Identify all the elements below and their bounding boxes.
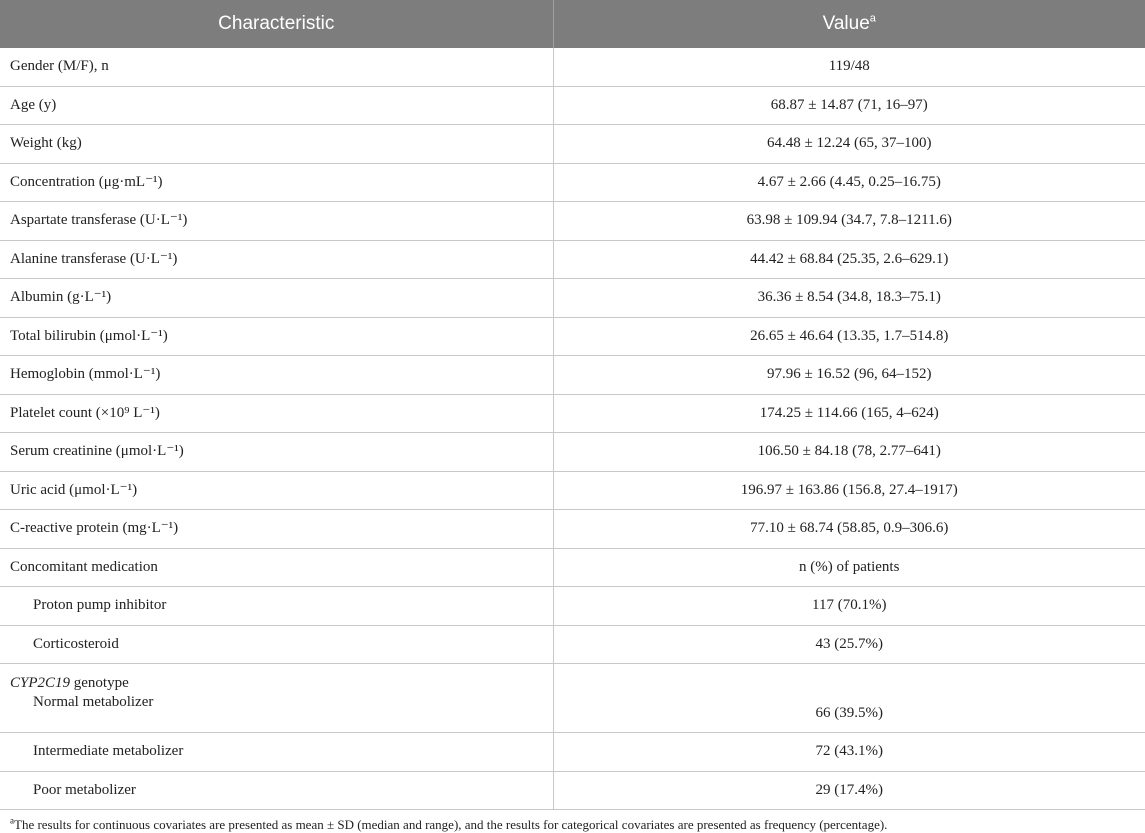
row-label: Gender (M/F), n xyxy=(0,48,553,86)
table-row xyxy=(0,125,1145,164)
table-row xyxy=(0,625,1145,664)
table-header-row xyxy=(0,0,1145,48)
row-value: 66 (39.5%) xyxy=(553,664,1145,733)
row-label xyxy=(0,664,553,733)
column-header-value: Value$^a$ xyxy=(553,0,1145,48)
table-row xyxy=(0,86,1145,125)
row-label: Aspartate transferase (U·L⁻¹) xyxy=(0,202,553,241)
row-label: Total bilirubin (μmol·L⁻¹) xyxy=(0,317,553,356)
table-row xyxy=(0,510,1145,549)
table-row xyxy=(0,279,1145,318)
row-value: 72 (43.1%) xyxy=(553,733,1145,772)
row-value: 44.42 ± 68.84 (25.35, 2.6–629.1) xyxy=(553,240,1145,279)
table-row xyxy=(0,471,1145,510)
row-value: 29 (17.4%) xyxy=(553,771,1145,810)
table-row xyxy=(0,394,1145,433)
table-row xyxy=(0,202,1145,241)
row-value: 119/48 xyxy=(553,48,1145,86)
row-value: 174.25 ± 114.66 (165, 4–624) xyxy=(553,394,1145,433)
row-value: 196.97 ± 163.86 (156.8, 27.4–1917) xyxy=(553,471,1145,510)
row-value: 97.96 ± 16.52 (96, 64–152) xyxy=(553,356,1145,395)
row-label: Age (y) xyxy=(0,86,553,125)
table-row xyxy=(0,356,1145,395)
table-row xyxy=(0,48,1145,86)
row-value: 117 (70.1%) xyxy=(553,587,1145,626)
table-footnote xyxy=(0,810,1145,833)
row-label: Albumin (g·L⁻¹) xyxy=(0,279,553,318)
row-label: Concentration (μg·mL⁻¹) xyxy=(0,163,553,202)
table-row xyxy=(0,587,1145,626)
row-value: 64.48 ± 12.24 (65, 37–100) xyxy=(553,125,1145,164)
row-label: C-reactive protein (mg·L⁻¹) xyxy=(0,510,553,549)
row-label: Concomitant medication xyxy=(0,548,553,587)
table-row xyxy=(0,733,1145,772)
gene-name: CYP2C19 xyxy=(10,675,71,691)
row-label: Serum creatinine (μmol·L⁻¹) xyxy=(0,433,553,472)
row-value: 106.50 ± 84.18 (78, 2.77–641) xyxy=(553,433,1145,472)
footnote-text: The results for continuous covariates are presented as mean ± SD (median and range), and the results for categorical covariates are presented as frequency (percentage). xyxy=(14,817,888,832)
row-value: 43 (25.7%) xyxy=(553,625,1145,664)
row-value: 4.67 ± 2.66 (4.45, 0.25–16.75) xyxy=(553,163,1145,202)
row-label: Hemoglobin (mmol·L⁻¹) xyxy=(0,356,553,395)
row-label: Platelet count (×10⁹ L⁻¹) xyxy=(0,394,553,433)
table-row xyxy=(0,771,1145,810)
table-row xyxy=(0,163,1145,202)
footnote-marker: a xyxy=(10,815,14,826)
footnote-marker: a xyxy=(869,12,876,25)
column-header-characteristic: Characteristic xyxy=(0,0,553,48)
table-row xyxy=(0,240,1145,279)
row-sub-label: Normal metabolizer xyxy=(33,694,154,710)
row-label: Uric acid (μmol·L⁻¹) xyxy=(0,471,553,510)
table-row xyxy=(0,664,1145,733)
row-value: 68.87 ± 14.87 (71, 16–97) xyxy=(553,86,1145,125)
row-value: 63.98 ± 109.94 (34.7, 7.8–1211.6) xyxy=(553,202,1145,241)
row-label: Poor metabolizer xyxy=(0,771,553,810)
row-label: Alanine transferase (U·L⁻¹) xyxy=(0,240,553,279)
row-label: Proton pump inhibitor xyxy=(0,587,553,626)
table-row xyxy=(0,548,1145,587)
row-label: Intermediate metabolizer xyxy=(0,733,553,772)
table-row xyxy=(0,433,1145,472)
row-label: Weight (kg) xyxy=(0,125,553,164)
row-value: 26.65 ± 46.64 (13.35, 1.7–514.8) xyxy=(553,317,1145,356)
row-value: 77.10 ± 68.74 (58.85, 0.9–306.6) xyxy=(553,510,1145,549)
row-value: 36.36 ± 8.54 (34.8, 18.3–75.1) xyxy=(553,279,1145,318)
row-value: n (%) of patients xyxy=(553,548,1145,587)
row-label: Corticosteroid xyxy=(0,625,553,664)
table-row xyxy=(0,317,1145,356)
genotype-label: genotype xyxy=(70,675,129,691)
